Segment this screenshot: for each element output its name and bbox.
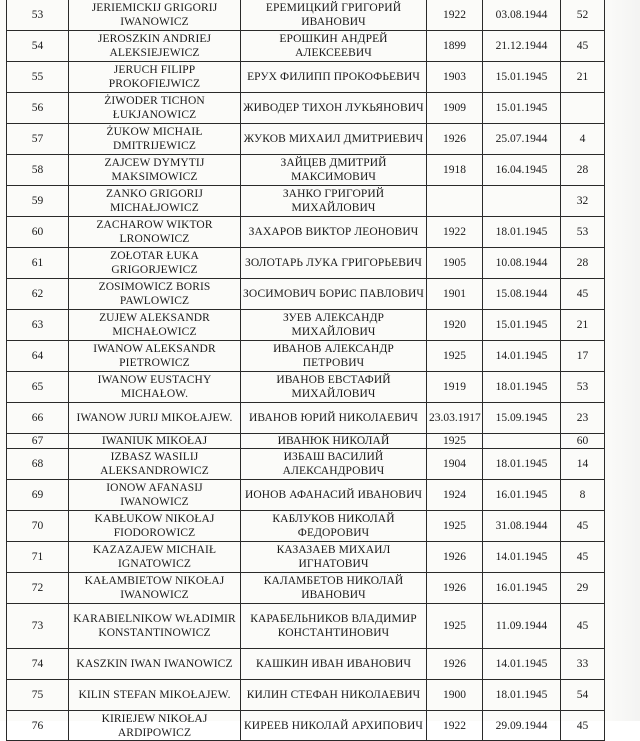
count-value: 21 [561,62,605,93]
name-cyrillic: ИВАНОВ ЕВСТАФИЙ МИХАЙЛОВИЧ [241,372,427,403]
table-row [7,310,605,341]
name-latin: IONOW AFANASIJ IWANOWICZ [69,480,241,511]
death-date: 16.01.1945 [483,573,561,604]
table-row [7,186,605,217]
birth-year: 1925 [427,434,483,449]
name-cyrillic: ИЗБАШ ВАСИЛИЙ АЛЕКСАНДРОВИЧ [241,449,427,480]
birth-year: 23.03.1917 [427,403,483,434]
birth-year: 1926 [427,649,483,680]
count-value: 60 [561,434,605,449]
count-value: 28 [561,155,605,186]
row-number: 76 [7,711,69,741]
name-latin: IWANIUK MIKOŁAJ [69,434,241,449]
death-date: 15.09.1945 [483,403,561,434]
birth-year: 1909 [427,93,483,124]
death-date: 29.09.1944 [483,711,561,741]
name-latin: IWANOW JURIJ MIKOŁAJEW. [69,403,241,434]
name-latin: ŻIWODER TICHON ŁUKJANOWICZ [69,93,241,124]
count-value: 23 [561,403,605,434]
name-cyrillic: ЕРУХ ФИЛИПП ПРОКОФЬЕВИЧ [241,62,427,93]
row-number: 67 [7,434,69,449]
table-row [7,711,605,741]
count-value: 14 [561,449,605,480]
death-date: 21.12.1944 [483,31,561,62]
register-body [7,0,605,741]
row-number: 55 [7,62,69,93]
name-latin: IZBASZ WASILIJ ALEKSANDROWICZ [69,449,241,480]
name-cyrillic: ЖИВОДЕР ТИХОН ЛУКЬЯНОВИЧ [241,93,427,124]
table-row [7,31,605,62]
table-row [7,680,605,711]
death-date: 16.01.1945 [483,480,561,511]
count-value: 28 [561,248,605,279]
birth-year: 1918 [427,155,483,186]
table-row [7,449,605,480]
burial-register-table [6,0,605,741]
table-row [7,573,605,604]
name-latin: KASZKIN IWAN IWANOWICZ [69,649,241,680]
birth-year: 1904 [427,449,483,480]
count-value: 45 [561,604,605,649]
birth-year: 1900 [427,680,483,711]
count-value: 32 [561,186,605,217]
birth-year: 1919 [427,372,483,403]
count-value [561,93,605,124]
name-latin: KAZAZAJEW MICHAIŁ IGNATOWICZ [69,542,241,573]
death-date: 15.01.1945 [483,62,561,93]
count-value: 17 [561,341,605,372]
table-row [7,124,605,155]
death-date: 18.01.1945 [483,217,561,248]
death-date: 14.01.1945 [483,542,561,573]
row-number: 65 [7,372,69,403]
name-latin: KARABIELNIKOW WŁADIMIR KONSTANTINOWICZ [69,604,241,649]
name-latin: IWANOW ALEKSANDR PIETROWICZ [69,341,241,372]
birth-year: 1905 [427,248,483,279]
count-value: 4 [561,124,605,155]
count-value: 33 [561,649,605,680]
birth-year: 1922 [427,0,483,31]
row-number: 74 [7,649,69,680]
death-date: 16.04.1945 [483,155,561,186]
row-number: 63 [7,310,69,341]
page-edge-shadow [604,0,640,721]
name-latin: JERIEMICKIJ GRIGORIJ IWANOWICZ [69,0,241,31]
row-number: 75 [7,680,69,711]
count-value: 29 [561,573,605,604]
row-number: 56 [7,93,69,124]
count-value: 8 [561,480,605,511]
table-row [7,62,605,93]
death-date: 11.09.1944 [483,604,561,649]
row-number: 68 [7,449,69,480]
table-row [7,372,605,403]
name-cyrillic: ИВАНЮК НИКОЛАЙ [241,434,427,449]
row-number: 62 [7,279,69,310]
birth-year: 1926 [427,542,483,573]
row-number: 70 [7,511,69,542]
birth-year: 1925 [427,604,483,649]
table-row [7,604,605,649]
row-number: 69 [7,480,69,511]
death-date: 18.01.1945 [483,680,561,711]
name-cyrillic: ЕРЕМИЦКИЙ ГРИГОРИЙ ИВАНОВИЧ [241,0,427,31]
table-row [7,649,605,680]
death-date: 31.08.1944 [483,511,561,542]
count-value: 45 [561,279,605,310]
name-latin: ZACHAROW WIKTOR LRONOWICZ [69,217,241,248]
name-cyrillic: ЗАЙЦЕВ ДМИТРИЙ МАКСИМОВИЧ [241,155,427,186]
name-cyrillic: КАБЛУКОВ НИКОЛАЙ ФЕДОРОВИЧ [241,511,427,542]
name-latin: KIRIEJEW NIKOŁAJ ARDIPOWICZ [69,711,241,741]
row-number: 61 [7,248,69,279]
name-cyrillic: КАРАБЕЛЬНИКОВ ВЛАДИМИР КОНСТАНТИНОВИЧ [241,604,427,649]
table-row [7,542,605,573]
death-date: 15.08.1944 [483,279,561,310]
name-cyrillic: ЗОСИМОВИЧ БОРИС ПАВЛОВИЧ [241,279,427,310]
death-date: 14.01.1945 [483,341,561,372]
name-latin: KABŁUKOW NIKOŁAJ FIODOROWICZ [69,511,241,542]
birth-year [427,186,483,217]
name-cyrillic: ИВАНОВ АЛЕКСАНДР ПЕТРОВИЧ [241,341,427,372]
death-date [483,434,561,449]
count-value: 45 [561,542,605,573]
name-latin: ZOŁOTAR ŁUKA GRIGORJEWICZ [69,248,241,279]
name-latin: ZUJEW ALEKSANDR MICHAŁOWICZ [69,310,241,341]
name-cyrillic: ЕРОШКИН АНДРЕЙ АЛЕКСЕЕВИЧ [241,31,427,62]
table-row [7,403,605,434]
name-cyrillic: ЗАХАРОВ ВИКТОР ЛЕОНОВИЧ [241,217,427,248]
name-cyrillic: ЗАНКО ГРИГОРИЙ МИХАЙЛОВИЧ [241,186,427,217]
birth-year: 1926 [427,124,483,155]
death-date: 25.07.1944 [483,124,561,155]
row-number: 73 [7,604,69,649]
table-row [7,279,605,310]
count-value: 52 [561,0,605,31]
row-number: 64 [7,341,69,372]
birth-year: 1899 [427,31,483,62]
death-date [483,186,561,217]
death-date: 10.08.1944 [483,248,561,279]
name-cyrillic: КИРЕЕВ НИКОЛАЙ АРХИПОВИЧ [241,711,427,741]
birth-year: 1926 [427,573,483,604]
name-cyrillic: КИЛИН СТЕФАН НИКОЛАЕВИЧ [241,680,427,711]
table-row [7,0,605,31]
row-number: 57 [7,124,69,155]
name-cyrillic: КАЗАЗАЕВ МИХАИЛ ИГНАТОВИЧ [241,542,427,573]
death-date: 18.01.1945 [483,449,561,480]
row-number: 54 [7,31,69,62]
table-row [7,155,605,186]
birth-year: 1903 [427,62,483,93]
count-value: 21 [561,310,605,341]
name-latin: ZAJCEW DYMYTIJ MAKSIMOWICZ [69,155,241,186]
count-value: 45 [561,511,605,542]
table-row [7,434,605,449]
name-latin: KAŁAMBIETOW NIKOŁAJ IWANOWICZ [69,573,241,604]
row-number: 66 [7,403,69,434]
count-value: 45 [561,711,605,741]
name-cyrillic: КАЛАМБЕТОВ НИКОЛАЙ ИВАНОВИЧ [241,573,427,604]
name-cyrillic: ЗОЛОТАРЬ ЛУКА ГРИГОРЬЕВИЧ [241,248,427,279]
table-row [7,480,605,511]
name-latin: JEROSZKIN ANDRIEJ ALEKSIEJEWICZ [69,31,241,62]
name-cyrillic: ИВАНОВ ЮРИЙ НИКОЛАЕВИЧ [241,403,427,434]
birth-year: 1922 [427,217,483,248]
birth-year: 1924 [427,480,483,511]
table-row [7,248,605,279]
death-date: 15.01.1945 [483,93,561,124]
row-number: 53 [7,0,69,31]
count-value: 53 [561,217,605,248]
table-row [7,511,605,542]
row-number: 71 [7,542,69,573]
name-latin: IWANOW EUSTACHY MICHAŁOW. [69,372,241,403]
table-row [7,341,605,372]
birth-year: 1925 [427,511,483,542]
name-latin: ZOSIMOWICZ BORIS PAWLOWICZ [69,279,241,310]
birth-year: 1901 [427,279,483,310]
death-date: 03.08.1944 [483,0,561,31]
birth-year: 1920 [427,310,483,341]
birth-year: 1922 [427,711,483,741]
count-value: 54 [561,680,605,711]
name-latin: ZANKO GRIGORIJ MICHAŁJOWICZ [69,186,241,217]
death-date: 15.01.1945 [483,310,561,341]
row-number: 60 [7,217,69,248]
row-number: 58 [7,155,69,186]
birth-year: 1925 [427,341,483,372]
name-latin: JERUCH FILIPP PROKOFIEJWICZ [69,62,241,93]
name-latin: KILIN STEFAN MIKOŁAJEW. [69,680,241,711]
name-latin: ŻUKOW MICHAIŁ DMITRIJEWICZ [69,124,241,155]
name-cyrillic: КАШКИН ИВАН ИВАНОВИЧ [241,649,427,680]
death-date: 18.01.1945 [483,372,561,403]
count-value: 45 [561,31,605,62]
name-cyrillic: ЗУЕВ АЛЕКСАНДР МИХАЙЛОВИЧ [241,310,427,341]
row-number: 59 [7,186,69,217]
table-row [7,217,605,248]
count-value: 53 [561,372,605,403]
name-cyrillic: ИОНОВ АФАНАСИЙ ИВАНОВИЧ [241,480,427,511]
row-number: 72 [7,573,69,604]
death-date: 14.01.1945 [483,649,561,680]
table-row [7,93,605,124]
name-cyrillic: ЖУКОВ МИХАИЛ ДМИТРИЕВИЧ [241,124,427,155]
